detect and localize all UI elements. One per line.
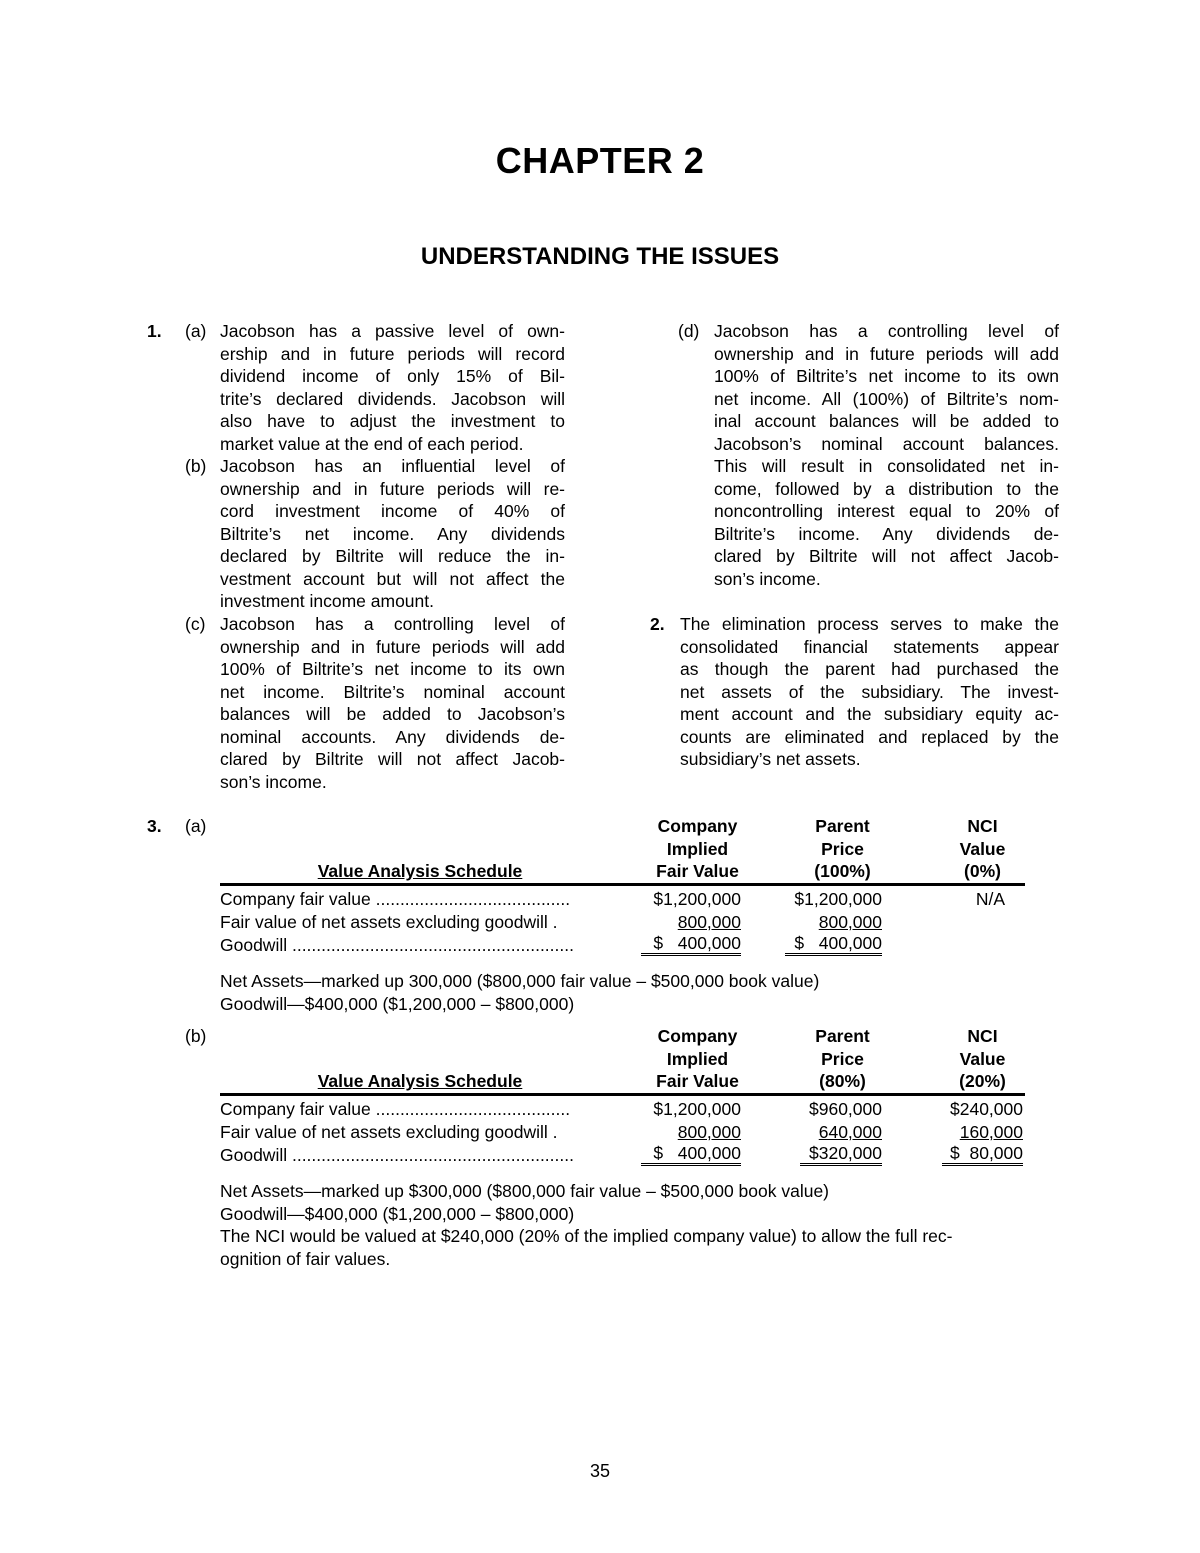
text-line: investment income amount. (220, 591, 434, 611)
text-line: consolidated financial statements appear (680, 636, 1059, 657)
cell-company: 800,000 (677, 912, 741, 932)
text-line: ownership and in future periods will re- (220, 478, 565, 499)
text-line: cord investment income of 40% of (220, 501, 565, 521)
text-line: 100% of Biltrite’s net income to its own (714, 366, 1059, 386)
question-3-number: 3. (147, 816, 162, 836)
col-parent-price-header: Parent Price (80%) (815, 1026, 870, 1091)
text-line: nominal accounts. Any dividends de- (220, 726, 565, 747)
text-line: trite’s declared dividends. Jacobson will (220, 388, 565, 409)
text-line: ownership and in future periods will add (220, 636, 565, 657)
col-nci-value-header: NCI Value (0%) (959, 816, 1006, 881)
text-line: The elimination process serves to make the (680, 614, 1059, 634)
note-line: Goodwill—$400,000 ($1,200,000 – $800,000) (220, 1203, 575, 1224)
text-line: 100% of Biltrite’s net income to its own (220, 659, 565, 679)
cell-nci: 160,000 (959, 1122, 1023, 1142)
cell-parent: $320,000 (800, 1144, 882, 1166)
text-line: inal account balances will be added to (714, 411, 1059, 431)
text-line: son’s income. (714, 568, 821, 589)
cell-nci: N/A (975, 889, 1005, 909)
q1a-label: (a) (185, 321, 207, 341)
note-line: ognition of fair values. (220, 1248, 391, 1269)
section-title: UNDERSTANDING THE ISSUES (420, 243, 780, 270)
q1d-label: (d) (678, 321, 700, 341)
cell-parent: $1,200,000 (794, 889, 882, 909)
text-line: also have to adjust the investment to (220, 411, 565, 431)
cell-parent: $960,000 (809, 1099, 882, 1119)
text-line: subsidiary’s net assets. (680, 749, 861, 769)
col-company-implied-header: Company Implied Fair Value (656, 1026, 739, 1091)
note-line: The NCI would be valued at $240,000 (20% of the implied company value) to allow the full rec- (220, 1226, 953, 1246)
row-label: Company fair value ........................................ (220, 1099, 571, 1119)
page-number: 35 (589, 1461, 611, 1481)
header-rule (220, 883, 1025, 886)
table-row (220, 934, 1025, 957)
text-line: as though the parent had purchased the (680, 659, 1059, 679)
table-row (220, 1121, 1025, 1144)
row-label: Goodwill .......................................................... (220, 1145, 574, 1165)
text-line: son’s income. (220, 771, 327, 792)
value-analysis-table-a (220, 815, 1025, 955)
row-label: Company fair value ........................................ (220, 889, 571, 909)
table-row (220, 911, 1025, 934)
text-line: net income. All (100%) of Biltrite’s nom- (714, 388, 1059, 409)
schedule-header: Value Analysis Schedule (317, 861, 523, 881)
q1b-text (220, 455, 565, 613)
text-line: clared by Biltrite will not affect Jacob- (220, 749, 565, 769)
note-line: Goodwill—$400,000 ($1,200,000 – $800,000) (220, 993, 575, 1014)
note-line: Net Assets—marked up 300,000 ($800,000 fair value – $500,000 book value) (220, 971, 820, 991)
text-line: Jacobson’s nominal account balances. (714, 433, 1059, 454)
text-line: vestment account but will not affect the (220, 568, 565, 589)
q1a-text (220, 320, 565, 455)
header-rule (220, 1093, 1025, 1096)
text-line: net income. Biltrite’s nominal account (220, 681, 565, 702)
text-line: This will result in consolidated net in- (714, 456, 1059, 476)
cell-company: $ 400,000 (641, 934, 741, 956)
text-line: balances will be added to Jacobson’s (220, 704, 565, 724)
question-1-number: 1. (147, 321, 162, 341)
col-parent-price-header: Parent Price (100%) (814, 816, 871, 881)
chapter-title: CHAPTER 2 (495, 140, 705, 181)
cell-parent: $ 400,000 (785, 934, 882, 956)
q3b-notes (220, 1180, 1060, 1270)
cell-company: $1,200,000 (653, 1099, 741, 1119)
cell-parent: 800,000 (818, 912, 882, 932)
cell-nci: $240,000 (950, 1099, 1023, 1119)
col-company-implied-header: Company Implied Fair Value (656, 816, 739, 881)
cell-parent: 640,000 (818, 1122, 882, 1142)
q3a-label: (a) (185, 816, 207, 836)
schedule-header: Value Analysis Schedule (317, 1071, 523, 1091)
cell-company: 800,000 (677, 1122, 741, 1142)
note-line: Net Assets—marked up $300,000 ($800,000 fair value – $500,000 book value) (220, 1181, 830, 1201)
text-line: ership and in future periods will record (220, 343, 565, 364)
text-line: Jacobson has an influential level of (220, 456, 565, 476)
value-analysis-table-b (220, 1025, 1025, 1165)
question-2-number: 2. (650, 614, 665, 634)
text-line: Biltrite’s net income. Any dividends (220, 523, 565, 544)
row-label: Fair value of net assets excluding goodwill . (220, 1122, 558, 1142)
table-row (220, 1098, 1025, 1121)
q1c-text (220, 613, 565, 793)
text-line: ment account and the subsidiary equity ac- (680, 704, 1059, 724)
q1d-text (714, 320, 1059, 590)
cell-company: $1,200,000 (653, 889, 741, 909)
text-line: market value at the end of each period. (220, 433, 524, 454)
col-nci-value-header: NCI Value (20%) (959, 1026, 1006, 1091)
text-line: net assets of the subsidiary. The invest- (680, 681, 1059, 702)
text-line: Biltrite’s income. Any dividends de- (714, 523, 1059, 544)
cell-nci: $ 80,000 (942, 1144, 1023, 1166)
row-label: Goodwill .......................................................... (220, 935, 574, 955)
table-row (220, 1144, 1025, 1167)
cell-company: $ 400,000 (641, 1144, 741, 1166)
text-line: clared by Biltrite will not affect Jacob- (714, 546, 1059, 566)
text-line: Jacobson has a controlling level of (714, 321, 1059, 341)
q3b-label: (b) (185, 1026, 207, 1046)
q1c-label: (c) (185, 614, 206, 634)
text-line: noncontrolling interest equal to 20% of (714, 501, 1059, 521)
row-label: Fair value of net assets excluding goodwill . (220, 912, 558, 932)
text-line: declared by Biltrite will reduce the in- (220, 546, 565, 566)
text-line: ownership and in future periods will add (714, 343, 1059, 364)
text-line: Jacobson has a controlling level of (220, 614, 565, 634)
text-line: come, followed by a distribution to the (714, 478, 1059, 499)
q3a-notes (220, 970, 1060, 1015)
text-line: dividend income of only 15% of Bil- (220, 366, 565, 386)
table-row (220, 888, 1025, 911)
text-line: Jacobson has a passive level of own- (220, 321, 565, 341)
q1b-label: (b) (185, 456, 207, 476)
q2-text (680, 613, 1059, 771)
text-line: counts are eliminated and replaced by the (680, 726, 1059, 747)
